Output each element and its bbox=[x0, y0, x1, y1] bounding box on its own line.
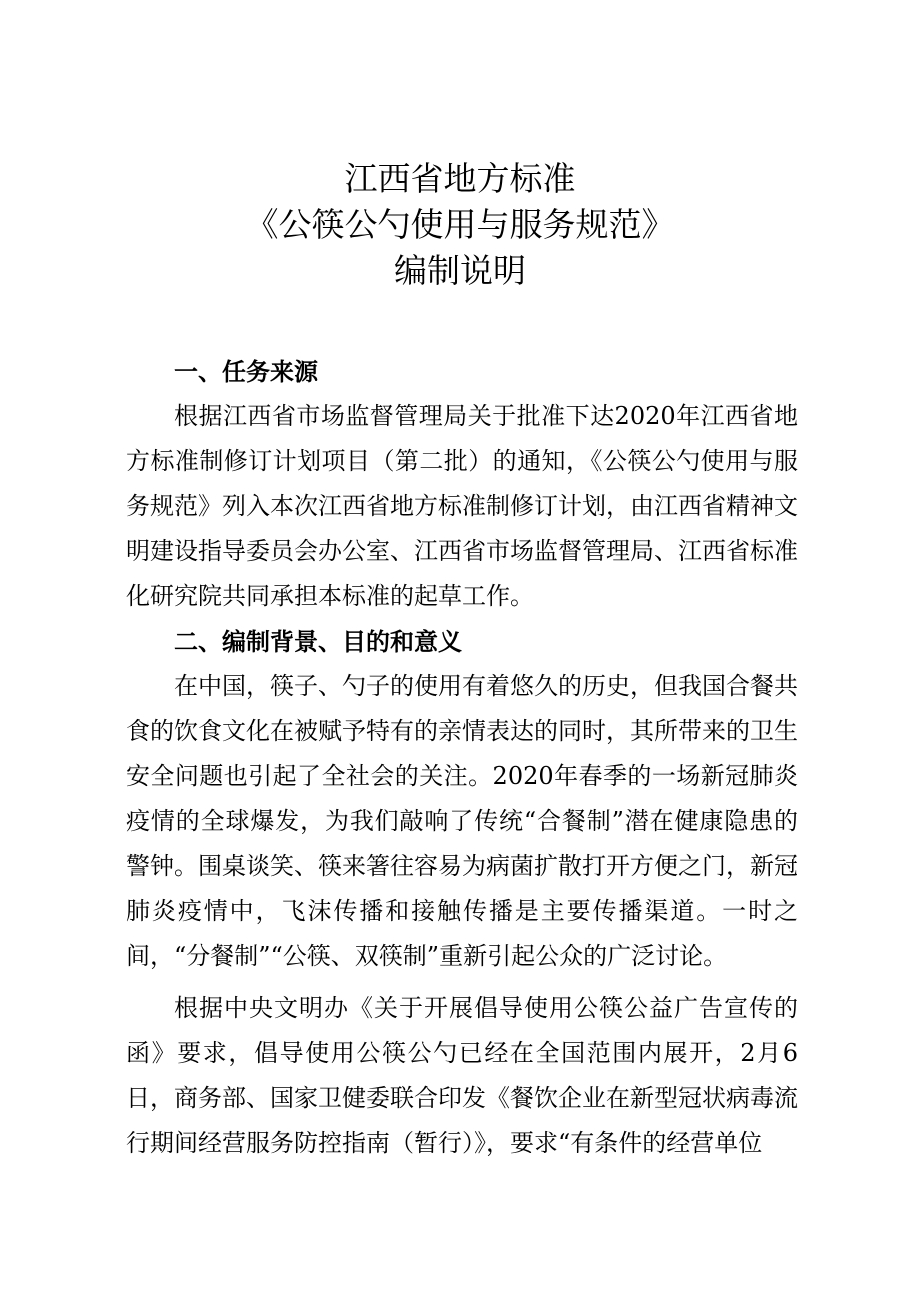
document-title bbox=[0, 156, 920, 294]
section-heading-task-source: 一、任务来源 bbox=[174, 357, 318, 386]
paragraph-background-2: 根据中央文明办《关于开展倡导使用公筷公益广告宣传的函》要求，倡导使用公筷公勺已经在全国范围内展开，2月6日，商务部、国家卫健委联合印发《餐饮企业在新型冠状病毒流行期间经营服务防控指南（暂行）》，要求“有条件的经营单位 bbox=[126, 994, 798, 1157]
title-line-1: 江西省地方标准 bbox=[344, 159, 576, 198]
paragraph-background-1: 在中国，筷子、勺子的使用有着悠久的历史，但我国合餐共食的饮食文化在被赋予特有的亲情表达的同时，其所带来的卫生安全问题也引起了全社会的关注。2020年春季的一场新冠肺炎疫情的全球爆发，为我们敲响了传统“合餐制”潜在健康隐患的警钟。围桌谈笑、筷来箸往容易为病菌扩散打开方便之门，新冠肺炎疫情中，飞沫传播和接触传播是主要传播渠道。一时之间，“分餐制”“公筷、双筷制”重新引起公众的广泛讨论。 bbox=[126, 672, 798, 970]
paragraph-task-source: 根据江西省市场监督管理局关于批准下达2020年江西省地方标准制修订计划项目（第二批）的通知，《公筷公勺使用与服务规范》列入本次江西省地方标准制修订计划，由江西省精神文明建设指导委员会办公室、江西省市场监督管理局、江西省标准化研究院共同承担本标准的起草工作。 bbox=[126, 402, 798, 610]
document-body bbox=[126, 349, 798, 1166]
title-line-3: 编制说明 bbox=[394, 251, 526, 290]
section-heading-background: 二、编制背景、目的和意义 bbox=[174, 627, 462, 656]
title-line-2: 《公筷公勺使用与服务规范》 bbox=[245, 205, 675, 244]
